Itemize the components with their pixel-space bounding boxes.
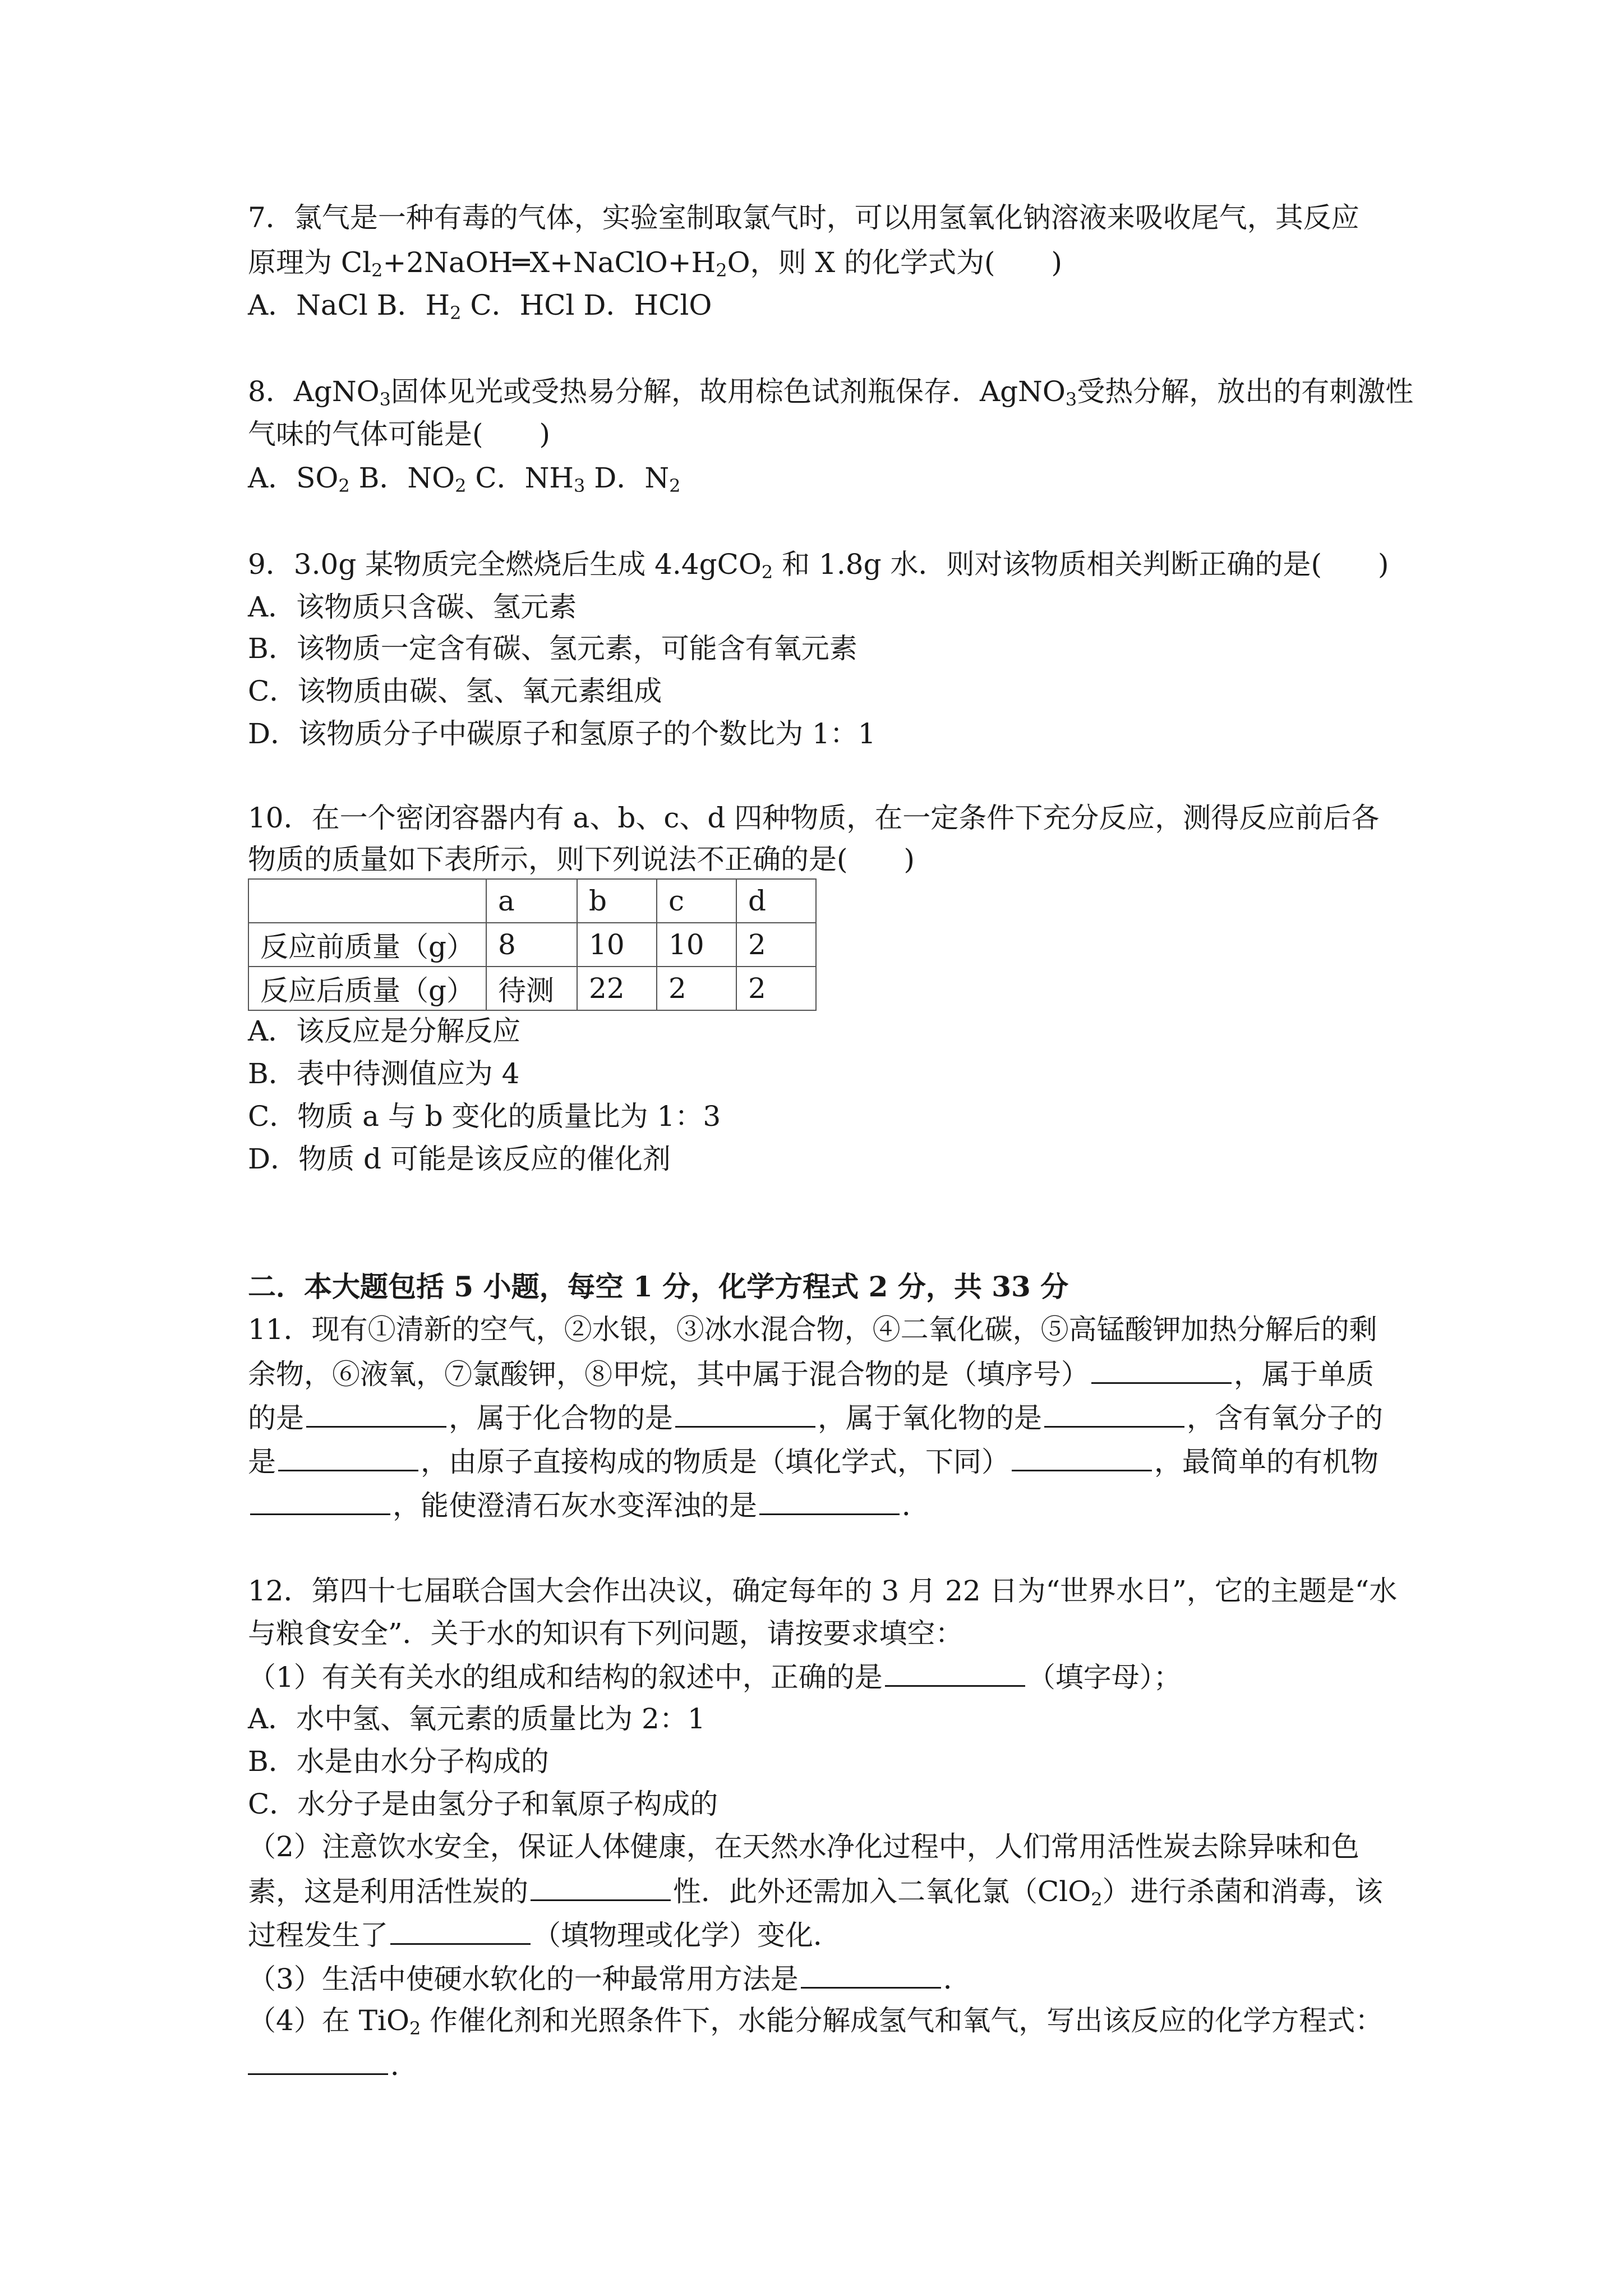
q7-line-1: 7．氯气是一种有毒的气体，实验室制取氯气时，可以用氢氧化钠溶液来吸收尾气，其反应	[248, 201, 1359, 234]
answer-blank[interactable]	[531, 1874, 671, 1901]
answer-blank[interactable]	[1044, 1400, 1184, 1428]
table-cell: 2	[736, 967, 816, 1010]
table-cell: 2	[736, 923, 816, 967]
q8-options: A．$SO_2$ B．$NO_2$ C．$NH_3$ D．$N_2$	[248, 462, 681, 496]
q10-line-2: 物质的质量如下表所示，则下列说法不正确的是( )	[248, 843, 915, 876]
answer-blank[interactable]	[306, 1400, 446, 1428]
q12-option-a: A．水中氢、氧元素的质量比为 2：1	[248, 1703, 706, 1735]
q12-line-2: 与粮食安全”．关于水的知识有下列问题，请按要求填空：	[248, 1617, 963, 1650]
table-cell: 待测	[486, 967, 577, 1010]
q9-option-b: B．该物质一定含有碳、氢元素，可能含有氧元素	[248, 632, 857, 665]
table-cell: 2	[657, 967, 736, 1010]
answer-blank[interactable]	[390, 1917, 531, 1945]
table-cell: 8	[486, 923, 577, 967]
q12-option-b: B．水是由水分子构成的	[248, 1745, 549, 1778]
q11-line-4: 是 ，由原子直接构成的物质是（填化学式，下同） ，最简单的有机物	[248, 1444, 1378, 1478]
q12-part-2-line-2: 素，这是利用活性炭的 性．此外还需加入二氧化氯（ClO$_2$）进行杀菌和消毒，该	[248, 1874, 1383, 1907]
q12-part-3: （3）生活中使硬水软化的一种最常用方法是 ．	[248, 1961, 971, 1995]
q9-line-1: 9．3.0g 某物质完全燃烧后生成 4.4gCO$_2$ 和 1.8g 水．则对该物质相关判断正确的是( )	[248, 548, 1389, 583]
q7-options: A．NaCl B．$H_2$ C．HCl D．HClO	[248, 289, 712, 324]
answer-blank[interactable]	[278, 1444, 418, 1471]
mass-table	[248, 878, 817, 1011]
q9-option-a: A．该物质只含碳、氢元素	[248, 591, 577, 623]
q10-option-a: A．该反应是分解反应	[248, 1015, 521, 1047]
answer-blank[interactable]	[1012, 1444, 1152, 1471]
answer-blank[interactable]	[250, 1488, 390, 1515]
answer-blank[interactable]	[675, 1400, 815, 1428]
q12-part-4: （4）在 TiO$_2$ 作催化剂和光照条件下，水能分解成氢气和氧气，写出该反应的化学方程式：	[248, 2004, 1384, 2039]
q12-line-1: 12．第四十七届联合国大会作出决议，确定每年的 3 月 22 日为“世界水日”，它的主题是“水	[248, 1575, 1398, 1607]
q9-option-d: D．该物质分子中碳原子和氢原子的个数比为 1：1	[248, 717, 876, 750]
table-cell: b	[577, 879, 657, 923]
table-cell: 反应前质量（g）	[248, 923, 486, 967]
answer-blank[interactable]	[801, 1961, 941, 1989]
answer-blank[interactable]	[1091, 1356, 1232, 1384]
q8-line-1: 8．AgNO$_3$固体见光或受热易分解，故用棕色试剂瓶保存．AgNO$_3$受热分解，放出的有刺激性	[248, 375, 1414, 410]
q8-line-2: 气味的气体可能是( )	[248, 418, 551, 450]
table-cell: c	[657, 879, 736, 923]
q10-option-b: B．表中待测值应为 4	[248, 1057, 520, 1090]
q12-part-1: （1）有关有关水的组成和结构的叙述中，正确的是 （填字母）；	[248, 1659, 1182, 1693]
table-cell: d	[736, 879, 816, 923]
q11-line-3: 的是 ，属于化合物的是 ，属于氧化物的是 ，含有氧分子的	[248, 1400, 1383, 1434]
table-cell: 反应后质量（g）	[248, 967, 486, 1010]
q9-option-c: C．该物质由碳、氢、氧元素组成	[248, 675, 662, 707]
section-heading: 二．本大题包括 5 小题，每空 1 分，化学方程式 2 分，共 33 分	[248, 1270, 1069, 1303]
table-row	[248, 923, 816, 967]
q12-option-c: C．水分子是由氢分子和氧原子构成的	[248, 1788, 718, 1820]
answer-blank[interactable]	[759, 1488, 900, 1515]
q11-line-5: ，能使澄清石灰水变浑浊的是 ．	[248, 1488, 930, 1521]
answer-blank[interactable]	[885, 1659, 1025, 1687]
q12-part-2-line-1: （2）注意饮水安全，保证人体健康，在天然水净化过程中，人们常用活性炭去除异味和色	[248, 1830, 1359, 1863]
q11-line-2: 余物，⑥液氧，⑦氯酸钾，⑧甲烷，其中属于混合物的是（填序号） ，属于单质	[248, 1356, 1374, 1390]
answer-blank[interactable]	[248, 2047, 388, 2075]
table-cell: a	[486, 879, 577, 923]
table-header-row	[248, 879, 816, 923]
q7-line-2: 原理为 $Cl_2+2NaOH═X+NaClO+H_2O$，则 X 的化学式为( )	[248, 246, 1063, 281]
table-cell: 22	[577, 967, 657, 1010]
q10-option-d: D．物质 d 可能是该反应的催化剂	[248, 1143, 671, 1175]
table-row	[248, 967, 816, 1010]
q10-option-c: C．物质 a 与 b 变化的质量比为 1：3	[248, 1100, 721, 1133]
q10-line-1: 10．在一个密闭容器内有 a、b、c、d 四种物质，在一定条件下充分反应，测得反应前后各	[248, 802, 1380, 834]
q12-part-2-line-3: 过程发生了 （填物理或化学）变化．	[248, 1917, 841, 1951]
q12-part-4-answer: ．	[248, 2047, 418, 2081]
table-cell	[248, 879, 486, 923]
q11-line-1: 11．现有①清新的空气，②水银，③冰水混合物，④二氧化碳，⑤高锰酸钾加热分解后的剩	[248, 1313, 1377, 1346]
table-cell: 10	[657, 923, 736, 967]
table-cell: 10	[577, 923, 657, 967]
